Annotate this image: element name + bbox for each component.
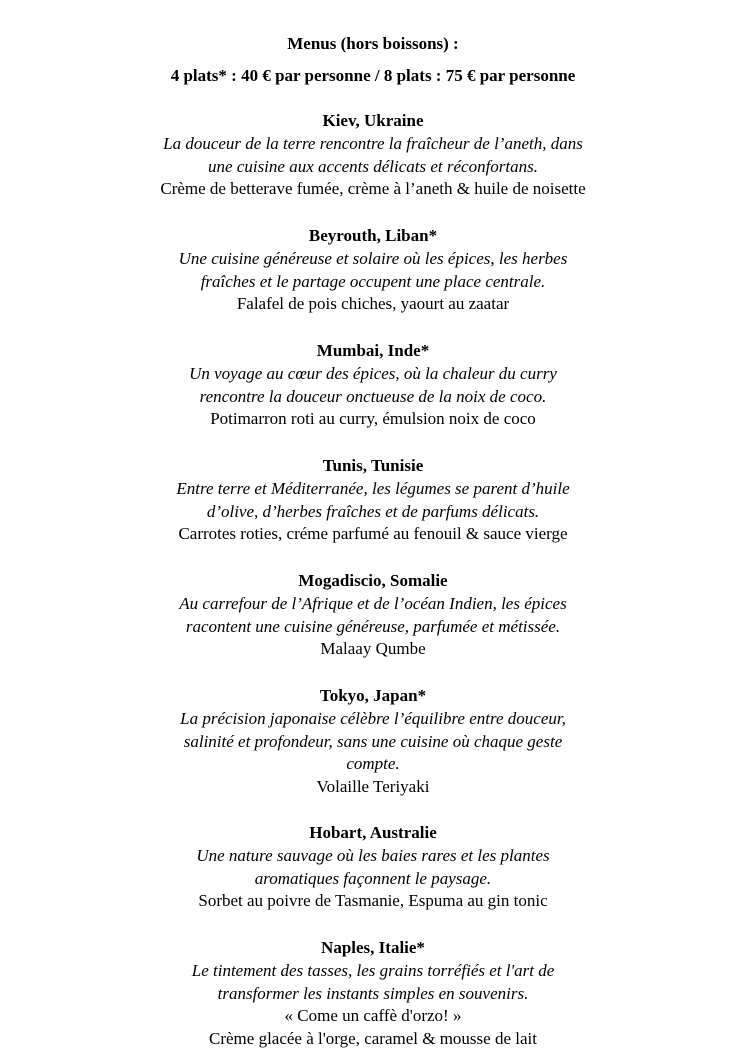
course-description-line: fraîches et le partage occupent une place centrale. xyxy=(200,271,546,291)
course-description-line: Une nature sauvage où les baies rares et les plantes xyxy=(196,845,550,865)
course-city: Mogadiscio, Somalie xyxy=(298,571,448,590)
course-city: Mumbai, Inde* xyxy=(316,341,430,360)
course-city: Hobart, Australie xyxy=(309,823,437,842)
course-dish-line: Crème de betterave fumée, crème à l’aneth & huile de noisette xyxy=(160,179,586,199)
course-description-line: salinité et profondeur, sans une cuisine où chaque geste xyxy=(183,731,563,751)
course-city: Tokyo, Japan* xyxy=(319,686,427,705)
course-city: Tunis, Tunisie xyxy=(322,456,424,475)
course-description-line: Un voyage au cœur des épices, où la chaleur du curry xyxy=(189,363,557,383)
course-description-line: une cuisine aux accents délicats et réconfortans. xyxy=(208,156,538,176)
course-description-line: transformer les instants simples en souvenirs. xyxy=(217,983,529,1003)
menu-title: Menus (hors boissons) : xyxy=(287,34,459,53)
course-description-line: Entre terre et Méditerranée, les légumes se parent d’huile xyxy=(176,478,570,498)
course-dish-line: Potimarron roti au curry, émulsion noix de coco xyxy=(210,409,536,429)
course-description-line: Une cuisine généreuse et solaire où les épices, les herbes xyxy=(178,248,568,268)
course-description-line: La douceur de la terre rencontre la fraîcheur de l’aneth, dans xyxy=(163,133,583,153)
course-dish-line: Falafel de pois chiches, yaourt au zaatar xyxy=(236,294,510,314)
course-city: Beyrouth, Liban* xyxy=(308,226,438,245)
course-dish-line: « Come un caffè d'orzo! » xyxy=(284,1006,462,1026)
course-dish-line: Sorbet au poivre de Tasmanie, Espuma au gin tonic xyxy=(198,891,548,911)
course-description-line: compte. xyxy=(346,754,400,774)
course-description-line: aromatiques façonnent le paysage. xyxy=(254,868,492,888)
course-city: Kiev, Ukraine xyxy=(322,111,424,130)
course-description-line: Au carrefour de l’Afrique et de l’océan Indien, les épices xyxy=(179,593,567,613)
course-description-line: Le tintement des tasses, les grains torréfiés et l'art de xyxy=(191,960,555,980)
course-dish-line: Volaille Teriyaki xyxy=(316,777,430,797)
course-dish-line: Crème glacée à l'orge, caramel & mousse de lait xyxy=(209,1029,537,1049)
course-dish-line: Carrotes roties, créme parfumé au fenouil & sauce vierge xyxy=(178,524,568,544)
course-description-line: racontent une cuisine généreuse, parfumée et métissée. xyxy=(185,616,561,636)
course-description-line: rencontre la douceur onctueuse de la noix de coco. xyxy=(199,386,547,406)
course-dish-line: Malaay Qumbe xyxy=(320,639,426,659)
course-city: Naples, Italie* xyxy=(321,938,425,957)
course-description-line: d’olive, d’herbes fraîches et de parfums délicats. xyxy=(206,501,540,521)
menu-prices: 4 plats* : 40 € par personne / 8 plats : 75 € par personne xyxy=(170,66,576,85)
course-description-line: La précision japonaise célèbre l’équilibre entre douceur, xyxy=(180,708,566,728)
